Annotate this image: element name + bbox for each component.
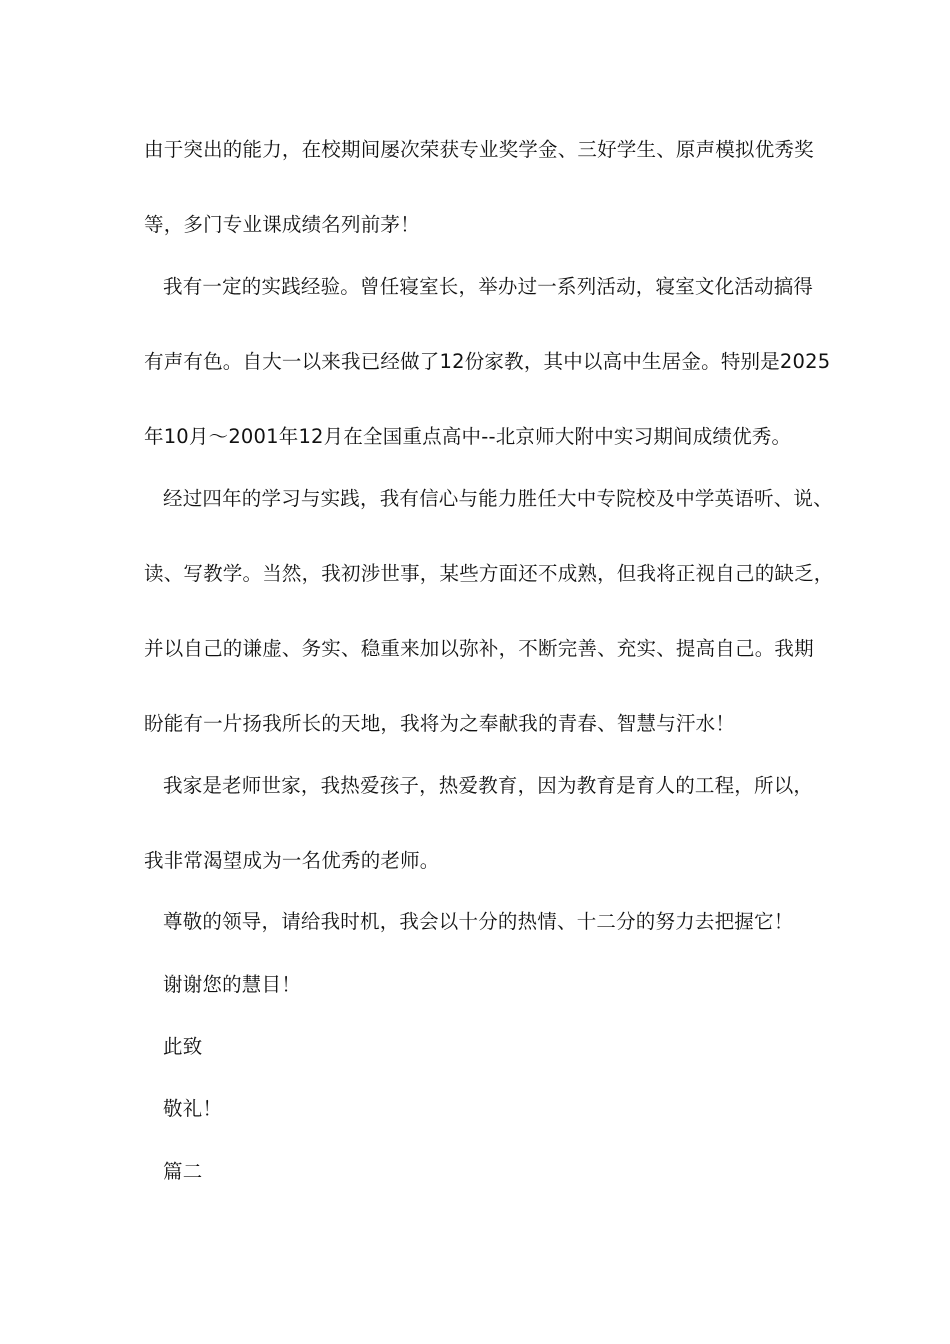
- body-text-line: 由于突出的能力，在校期间屡次荣获专业奖学金、三好学生、原声模拟优秀奖: [144, 138, 814, 161]
- closing-regards: 敬礼！: [163, 1097, 223, 1120]
- body-text-line: 并以自己的谦虚、务实、稳重来加以弥补，不断完善、充实、提高自己。我期: [144, 637, 814, 660]
- body-text-line: 经过四年的学习与实践，我有信心与能力胜任大中专院校及中学英语听、说、: [163, 487, 833, 510]
- body-text-line: 我有一定的实践经验。曾任寝室长，举办过一系列活动，寝室文化活动搞得: [163, 275, 814, 298]
- section-heading: 篇二: [163, 1160, 203, 1183]
- closing-salutation: 此致: [163, 1035, 203, 1058]
- body-text-line: 盼能有一片扬我所长的天地，我将为之奉献我的青春、智慧与汗水！: [144, 712, 736, 735]
- body-text-line: 我家是老师世家，我热爱孩子，热爱教育，因为教育是育人的工程，所以，: [163, 774, 814, 797]
- body-text-line: 等，多门专业课成绩名列前茅！: [144, 213, 420, 236]
- body-text-line: 有声有色。自大一以来我已经做了12份家教，其中以高中生居金。特别是2025: [144, 350, 831, 373]
- closing-thanks: 谢谢您的慧目！: [163, 973, 301, 996]
- body-text-line: 尊敬的领导，请给我时机，我会以十分的热情、十二分的努力去把握它！: [163, 910, 794, 933]
- body-text-line: 年10月～2001年12月在全国重点高中--北京师大附中实习期间成绩优秀。: [144, 425, 792, 448]
- body-text-line: 读、写教学。当然，我初涉世事，某些方面还不成熟，但我将正视自己的缺乏，: [144, 562, 834, 585]
- body-text-line: 我非常渴望成为一名优秀的老师。: [144, 849, 440, 872]
